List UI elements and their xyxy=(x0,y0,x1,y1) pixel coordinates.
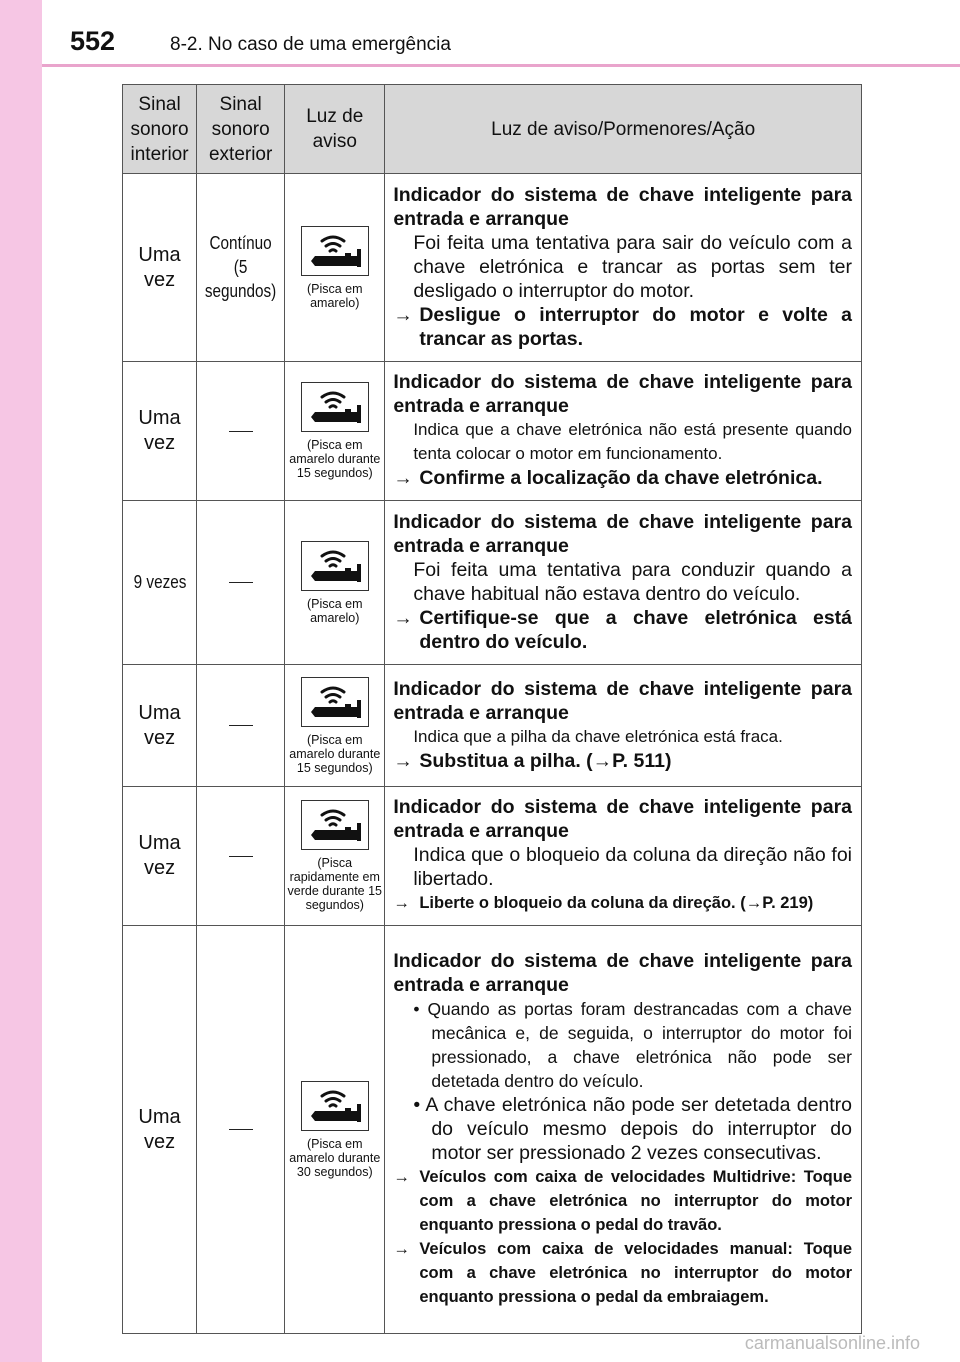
indicator-title: Indicador do sistema de chave inteligente para entrada e arranque xyxy=(393,796,852,842)
interior-buzzer-cell: Uma vez xyxy=(123,665,197,787)
side-color-bar xyxy=(0,0,42,1362)
smart-key-warning-icon xyxy=(301,541,369,591)
section-title: 8-2. No caso de uma emergência xyxy=(170,34,451,55)
table-row xyxy=(123,665,862,787)
indicator-title: Indicador do sistema de chave inteligente para entrada e arranque xyxy=(393,183,852,230)
dash-mark xyxy=(229,1129,253,1130)
smart-key-warning-icon xyxy=(301,382,369,432)
action-instruction: → Liberte o bloqueio da coluna da direção. (→P. 219) xyxy=(393,894,814,912)
warning-light-cell xyxy=(285,501,385,665)
table-header-row xyxy=(123,85,862,174)
details-cell xyxy=(385,501,862,665)
indicator-title: Indicador do sistema de chave inteligente para entrada e arranque xyxy=(393,371,852,417)
exterior-buzzer-cell xyxy=(197,926,285,1334)
warning-table xyxy=(122,84,862,1334)
table-row xyxy=(123,174,862,362)
indicator-description: Indica que o bloqueio da coluna da direção não foi libertado. xyxy=(413,844,852,890)
exterior-buzzer-cell xyxy=(197,362,285,501)
dash-mark xyxy=(229,582,253,583)
interior-buzzer-cell: 9 vezes xyxy=(123,501,197,665)
bullet-item: • A chave eletrónica não pode ser detetada dentro do veículo mesmo depois do interruptor do motor ser pressionado 2 vezes consecutivas. xyxy=(413,1093,853,1164)
header-details: Luz de aviso/Pormenores/Ação xyxy=(385,85,862,174)
exterior-buzzer-cell xyxy=(197,787,285,926)
interior-buzzer-cell: Uma vez xyxy=(123,926,197,1334)
exterior-buzzer-cell xyxy=(197,501,285,665)
indicator-title: Indicador do sistema de chave inteligente para entrada e arranque xyxy=(393,510,852,557)
exterior-buzzer-cell xyxy=(197,665,285,787)
details-cell xyxy=(385,665,862,787)
action-instruction: → Veículos com caixa de velocidades Multidrive: Toque com a chave eletrónica no interruptor do motor enquanto pressiona o pedal do travão. xyxy=(393,1167,852,1234)
header-exterior-buzzer: Sinal sonoro exterior xyxy=(197,85,285,174)
table-row xyxy=(123,362,862,501)
warning-light-cell xyxy=(285,174,385,362)
warning-light-cell xyxy=(285,362,385,501)
page-number: 552 xyxy=(70,26,116,56)
dash-mark xyxy=(229,725,253,726)
watermark: carmanualsonline.info xyxy=(744,1333,920,1353)
indicator-description: Indica que a chave eletrónica não está presente quando tenta colocar o motor em funcionamento. xyxy=(413,420,852,463)
exterior-buzzer-cell: Contínuo (5 segundos) xyxy=(197,174,285,362)
smart-key-warning-icon xyxy=(301,677,369,727)
interior-buzzer-cell: Uma vez xyxy=(123,787,197,926)
table-row xyxy=(123,787,862,926)
warning-light-note: (Pisca em amarelo) xyxy=(306,596,363,625)
warning-light-note: (Pisca em amarelo durante 15 segundos) xyxy=(289,732,381,775)
dash-mark xyxy=(229,856,253,857)
smart-key-warning-icon xyxy=(301,800,369,850)
indicator-description: Indica que a pilha da chave eletrónica está fraca. xyxy=(413,726,783,746)
smart-key-warning-icon xyxy=(301,1081,369,1131)
warning-light-note: (Pisca em amarelo durante 15 segundos) xyxy=(289,438,381,480)
indicator-title: Indicador do sistema de chave inteligente para entrada e arranque xyxy=(393,949,852,996)
table-row xyxy=(123,926,862,1334)
interior-buzzer-cell: Uma vez xyxy=(123,174,197,362)
details-cell xyxy=(385,787,862,926)
action-instruction: → Veículos com caixa de velocidades manual: Toque com a chave eletrónica no interruptor do motor enquanto pressiona o pedal da embraiagem. xyxy=(393,1239,852,1306)
warning-light-cell xyxy=(285,665,385,787)
warning-light-note: (Pisca rapidamente em verde durante 15 segundos) xyxy=(287,856,383,912)
bullet-item: • Quando as portas foram destrancadas com a chave mecânica e, de seguida, o interruptor do motor foi pressionado, a chave eletrónica não pode ser detetada dentro do veículo. xyxy=(413,998,852,1091)
action-instruction: → Confirme a localização da chave eletrónica. xyxy=(393,467,823,489)
indicator-title: Indicador do sistema de chave inteligente para entrada e arranque xyxy=(393,677,852,724)
details-cell xyxy=(385,174,862,362)
indicator-description: Foi feita uma tentativa para conduzir quando a chave habitual não estava dentro do veículo. xyxy=(413,558,852,605)
action-instruction: → Substitua a pilha. (→P. 511) xyxy=(393,749,672,772)
details-cell xyxy=(385,926,862,1334)
interior-buzzer-cell: Uma vez xyxy=(123,362,197,501)
warning-light-cell xyxy=(285,926,385,1334)
dash-mark xyxy=(229,431,253,432)
smart-key-warning-icon xyxy=(301,226,369,276)
indicator-description: Foi feita uma tentativa para sair do veículo com a chave eletrónica e trancar as portas sem ter desligado o interruptor do motor. xyxy=(413,231,852,302)
action-instruction: → Desligue o interruptor do motor e volte a trancar as portas. xyxy=(393,303,852,350)
warning-light-note: (Pisca em amarelo) xyxy=(306,281,363,310)
warning-light-cell xyxy=(285,787,385,926)
details-cell xyxy=(385,362,862,501)
warning-light-note: (Pisca em amarelo durante 30 segundos) xyxy=(289,1136,381,1179)
header-interior-buzzer: Sinal sonoro interior xyxy=(123,85,197,174)
page-header xyxy=(0,0,960,68)
table-row xyxy=(123,501,862,665)
header-divider xyxy=(42,64,960,67)
header-warning-light: Luz de aviso xyxy=(285,85,385,174)
action-instruction: → Certifique-se que a chave eletrónica está dentro do veículo. xyxy=(393,606,852,653)
